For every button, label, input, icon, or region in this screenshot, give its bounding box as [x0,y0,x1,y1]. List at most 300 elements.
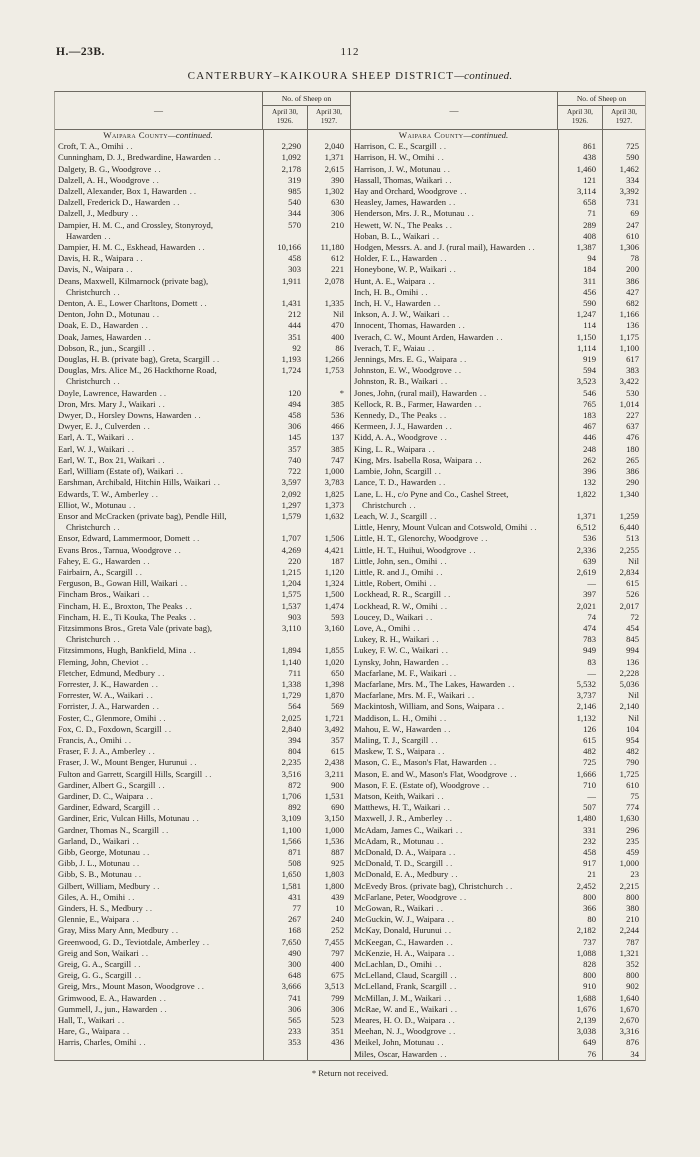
sheep-count-1926: 396 [558,466,602,477]
dot-leader: .. [141,320,150,331]
sheep-count-1927: 7,455 [307,937,350,948]
dot-leader: .. [122,1026,132,1037]
dot-leader: .. [438,746,447,757]
dot-leader: .. [127,443,136,454]
table-row [55,164,350,175]
table-row [351,332,645,343]
table-row [351,578,645,589]
owner-name: Forrester, J. K., Hawarden .. [58,678,160,689]
sheep-count-1927: 210 [307,220,350,242]
sheep-count-1927: 1,321 [602,948,645,959]
owner-name: Leach, W. J., Scargill .. [354,510,439,521]
table-row [351,152,645,163]
sheep-count-1926: 132 [558,477,602,488]
sheep-count-1926: 319 [263,175,307,186]
sheep-count-1927: 1,398 [307,679,350,690]
dot-leader: .. [145,903,155,914]
sheep-count-1927: 610 [602,780,645,791]
sheep-count-1927: 612 [307,253,350,264]
table-row [351,197,645,208]
sheep-count-1927: 536 [307,410,350,421]
owner-name: Fletcher, Edmund, Medbury .. [58,667,167,678]
sheep-count-1926: 570 [263,220,307,242]
sheep-count-1926: 114 [558,320,602,331]
sheep-count-1927: 6,440 [602,522,645,533]
sheep-count-1926: 168 [263,925,307,936]
sheep-count-1926: 648 [263,970,307,981]
table-row [55,253,350,264]
sheep-count-1927: 1,306 [602,242,645,253]
owner-name: Hare, G., Waipara .. [58,1026,132,1037]
sheep-count-1927: 1,020 [307,657,350,668]
dot-leader: .. [194,410,203,421]
sheep-count-1926: 3,114 [558,186,602,197]
dot-leader: .. [159,387,169,398]
sheep-count-1926: 262 [558,455,602,466]
sheep-count-1926: 1,132 [558,713,602,724]
table-row [55,466,350,477]
owner-name: Gardner, Thomas N., Scargill .. [58,824,171,835]
table-row [55,959,350,970]
sheep-count-1926: 910 [558,981,602,992]
sheep-count-1927: 1,506 [307,533,350,544]
sheep-count-1926: 1,650 [263,869,307,880]
dot-leader: .. [458,320,467,331]
dot-leader: .. [429,578,438,589]
table-row [55,589,350,600]
section-continued-suffix: —continued. [463,130,509,140]
sheep-count-1927: 1,371 [307,152,350,163]
owner-name: Gardiner, Eric, Vulcan Hills, Motunau .. [58,813,201,824]
sheep-count-1927: 800 [602,892,645,903]
dot-leader: .. [144,331,153,342]
owner-name: McLelland, Frank, Scargill .. [354,981,459,992]
table-row [351,231,645,242]
owner-name: Fincham Bros., Waikari .. [58,589,152,600]
sheep-count-1926: 765 [558,399,602,410]
table-row [55,914,350,925]
dot-leader: .. [450,970,459,981]
sheep-count-1926: 2,235 [263,757,307,768]
owner-name: Kennedy, D., The Peaks .. [354,410,449,421]
dot-leader: .. [146,690,155,701]
sheep-count-1927: 650 [307,668,350,679]
sheep-count-1927: 427 [602,287,645,298]
page-number: 112 [340,46,360,58]
empty-cell [55,1049,263,1060]
sheep-count-1927: 1,000 [307,466,350,477]
sheep-count-1927: 590 [602,152,645,163]
dot-leader: .. [482,779,491,790]
dot-leader: .. [432,230,442,241]
sheep-count-1927: 1,536 [307,836,350,847]
sheep-count-1927: 1,340 [602,489,645,511]
sheep-count-1927: 136 [602,320,645,331]
sheep-count-1927: 615 [602,578,645,589]
sheep-count-1927: 180 [602,444,645,455]
table-left-body [55,130,350,1060]
owner-name: Fraser, J. W., Mount Benger, Hurunui .. [58,757,199,768]
dot-leader: .. [159,992,168,1003]
sheep-count-1927: 69 [602,208,645,219]
sheep-count-1926: 145 [263,432,307,443]
owner-name: Fitzsimmons Bros., Greta Vale (private bag), Christchurch .. [58,622,213,645]
sheep-count-1927: 994 [602,645,645,656]
dot-leader: .. [113,522,122,533]
table-row [55,746,350,757]
dot-leader: .. [436,903,445,914]
owner-name: Douglas, H. B. (private bag), Greta, Scargill .. [58,354,222,365]
sheep-count-1927: 2,834 [602,567,645,578]
table-row [55,813,350,824]
dot-leader: .. [180,578,190,589]
sheep-count-1926: 3,038 [558,1026,602,1037]
owner-name: Forrister, J. A., Harwarden .. [58,701,161,712]
sheep-count-1926: 2,452 [558,881,602,892]
sheep-count-1927: 787 [602,937,645,948]
sheep-count-1927: 290 [602,477,645,488]
owner-name: Heasley, James, Hawarden .. [354,197,458,208]
table-row [55,757,350,768]
sheep-count-1926: 1,581 [263,881,307,892]
owner-name: Little, H. T., Huihui, Woodgrove .. [354,544,478,555]
sheep-count-1926: 289 [558,220,602,231]
dot-leader: .. [189,645,198,656]
dot-leader: .. [444,992,453,1003]
table-row [55,208,350,219]
dot-leader: .. [446,936,455,947]
table-row [55,298,350,309]
table-row [55,567,350,578]
dot-leader: .. [113,286,122,297]
table-row [351,365,645,376]
sheep-count-1927: 104 [602,724,645,735]
sheep-count-1927: 2,255 [602,545,645,556]
sheep-count-1927: 3,211 [307,769,350,780]
sheep-count-1927: 3,422 [602,376,645,387]
owner-name: Mason, F. E. (Estate of), Woodgrove .. [354,779,491,790]
sheep-count-1927: 247 [602,220,645,231]
table-row [55,836,350,847]
table-row [55,645,350,656]
table-row [351,589,645,600]
table-row [351,914,645,925]
table-row [55,533,350,544]
owner-name: Gibb, S. B., Motunau .. [58,869,144,880]
dot-leader: .. [421,286,430,297]
dot-leader: .. [432,634,441,645]
owner-name: Jennings, Mrs. E. G., Waipara .. [354,354,469,365]
owner-name: Dampier, H. M. C., Eskhead, Hawarden .. [58,242,207,253]
dot-leader: .. [213,152,223,163]
sheep-count-1927: 615 [307,746,350,757]
sheep-count-1927: 352 [602,959,645,970]
table-right-body [351,130,645,1060]
table-row [351,567,645,578]
owner-name: Iverach, C. W., Mount Arden, Hawarden .. [354,331,505,342]
dot-leader: .. [496,331,505,342]
document-title [54,70,646,82]
table-row [351,858,645,869]
sheep-count-1927: 1,725 [602,769,645,780]
dot-leader: .. [528,242,537,253]
owner-name: Doak, James, Hawarden .. [58,331,153,342]
sheep-count-1927: 1,855 [307,645,350,656]
sheep-count-1926: 2,336 [558,545,602,556]
dot-leader: .. [174,544,183,555]
dot-leader: .. [153,880,162,891]
sheep-count-1927: 1,630 [602,813,645,824]
table-row [55,701,350,712]
dot-leader: .. [200,298,209,309]
table-row [351,836,645,847]
sheep-count-1926: 861 [558,141,602,152]
owner-name: McKay, Donald, Hurunui .. [354,925,454,936]
sheep-count-1927: 5,036 [602,679,645,690]
dot-leader: .. [434,466,443,477]
dot-leader: .. [440,1048,449,1059]
table-row [351,533,645,544]
district-title-text: CANTERBURY–KAIKOURA SHEEP DISTRICT [187,70,455,82]
sheep-count-1926: 1,150 [558,332,602,343]
dot-leader: .. [430,510,439,521]
owner-name: Meehan, N. J., Woodgrove .. [354,1026,458,1037]
sheep-count-1926: 458 [263,253,307,264]
table-row [55,858,350,869]
dot-leader: .. [489,757,499,768]
owner-name: Little, Robert, Omihi .. [354,578,438,589]
table-row [351,981,645,992]
owner-name: Lambie, John, Scargill .. [354,466,443,477]
owner-name: Hoban, B. L., Waikari .. [354,230,442,241]
doc-reference: H.—23B. [56,46,105,58]
table-row [351,1026,645,1037]
owner-name: Fincham, H. E., Ti Kouka, The Peaks .. [58,611,198,622]
owner-name: Douglas, Mrs. Alice M., 26 Hackthorne Road, Christchurch .. [58,365,217,387]
sheep-count-1926: 1,566 [263,836,307,847]
sheep-count-1926: 3,516 [263,769,307,780]
table-row [351,253,645,264]
owner-name: Macfarlane, Mrs. M. F., Waikari .. [354,690,477,701]
owner-name: Fahey, E. G., Hawarden .. [58,555,152,566]
table-row [55,791,350,802]
table-row [55,500,350,511]
sheep-count-1926: 1,140 [263,657,307,668]
sheep-count-1927: 385 [307,399,350,410]
sheep-count-1926: 710 [558,780,602,791]
sheep-count-1927: 400 [307,332,350,343]
dot-leader: .. [117,1015,127,1026]
owner-name: Francis, A., Omihi .. [58,734,134,745]
owner-name: Little, H. T., Glenorchy, Woodgrove .. [354,533,490,544]
dot-leader: .. [193,533,202,544]
table-row [351,399,645,410]
table-row [351,410,645,421]
sheep-count-1926: 949 [558,645,602,656]
table-left-half [55,92,350,1060]
dot-leader: .. [439,410,449,421]
name-column-header: — [154,105,163,116]
table-row [55,1015,350,1026]
sheep-count-1926: 871 [263,847,307,858]
dot-leader: .. [449,667,459,678]
owner-name: Earl, William (Estate of), Waikari .. [58,466,185,477]
sheep-count-1926: — [558,668,602,679]
dot-leader: .. [426,611,435,622]
sheep-count-1926: 331 [558,825,602,836]
sheep-count-1926: 536 [558,533,602,544]
table-row [351,264,645,275]
owner-name: Lukey, F. W. C., Waikari .. [354,645,450,656]
owner-name: Dobson, R., jun., Scargill .. [58,342,157,353]
table-row [351,701,645,712]
table-row [55,869,350,880]
owner-name: Lockhead, R. W., Omihi .. [354,600,450,611]
table-row [55,276,350,298]
table-row [55,197,350,208]
sheep-count-1927: 1,259 [602,511,645,522]
dot-leader: .. [460,186,469,197]
sheep-count-1927: 3,392 [602,186,645,197]
sheep-count-1926: 985 [263,186,307,197]
sheep-count-1926: 1,676 [558,1004,602,1015]
table-row [351,545,645,556]
owner-name: Harrison, J. W., Motunau .. [354,163,452,174]
sheep-count-1927: 1,500 [307,589,350,600]
dot-leader: .. [448,947,457,958]
empty-cell [307,130,350,141]
sheep-count-1926: 3,109 [263,813,307,824]
dot-leader: .. [431,734,440,745]
dot-leader: .. [124,734,134,745]
dot-leader: .. [152,701,161,712]
table-left-header [55,92,350,130]
table-row [351,757,645,768]
sheep-count-1927: 265 [602,455,645,466]
dot-leader: .. [132,858,142,869]
table-row [55,981,350,992]
owner-name: Gilbert, William, Medbury .. [58,880,162,891]
table-row [55,847,350,858]
sheep-count-1926: 467 [558,421,602,432]
sheep-count-1927: 1,166 [602,309,645,320]
dot-leader: .. [158,779,167,790]
sheep-count-1926: 1,460 [558,164,602,175]
table-row [55,399,350,410]
sheep-count-1926: 444 [263,320,307,331]
sheep-count-1926: 725 [558,757,602,768]
sheep-count-1927: 75 [602,791,645,802]
date-subheaders [558,106,645,129]
sheep-count-1927: 72 [602,612,645,623]
table-row [351,869,645,880]
owner-name: McFarlane, Peter, Woodgrove .. [354,891,469,902]
sheep-count-1926: 800 [558,892,602,903]
owner-name: Forrester, W. A., Waikari .. [58,690,155,701]
sheep-count-1926: 344 [263,208,307,219]
sheep-count-1926: 494 [263,399,307,410]
sheep-count-1927: 682 [602,298,645,309]
sheep-count-1927: 240 [307,914,350,925]
sheep-count-1926: 565 [263,1015,307,1026]
sheep-count-1926: 21 [558,869,602,880]
owner-name: Dwyer, D., Horsley Downs, Hawarden .. [58,410,203,421]
sheep-count-1927: 306 [307,208,350,219]
table-row [351,388,645,399]
sheep-count-1927: 383 [602,365,645,376]
dot-leader: .. [508,678,517,689]
dot-leader: .. [136,253,145,264]
owner-name: McGuckin, W. J., Waipara .. [354,914,456,925]
dot-leader: .. [449,264,458,275]
sheep-count-1927: 210 [602,914,645,925]
dot-leader: .. [185,600,194,611]
owner-name: Elliot, W., Motunau .. [58,499,138,510]
column-header-1926: April 30, 1926. [567,108,593,125]
table-row [351,522,645,533]
sheep-count-1926: 508 [263,858,307,869]
dot-leader: .. [451,869,460,880]
sheep-count-1926: 2,139 [558,1015,602,1026]
sheep-count-1927: 690 [307,802,350,813]
sheep-count-1926: 1,911 [263,276,307,298]
owner-name: Lukey, R. H., Waikari .. [354,634,441,645]
table-row [55,881,350,892]
owner-name: Mason, E. and W., Mason's Flat, Woodgrove .. [354,768,519,779]
dot-leader: .. [189,611,198,622]
sheep-count-1927: 2,078 [307,276,350,298]
table-row [55,970,350,981]
sheep-count-1926: 394 [263,735,307,746]
dot-leader: .. [134,869,144,880]
dot-leader: .. [192,813,201,824]
owner-name: Meares, H. O. D., Waipara .. [354,1015,457,1026]
owner-name: Maskew, T. S., Waipara .. [354,746,447,757]
sheep-count-1927: 774 [602,802,645,813]
table-row [351,477,645,488]
owner-name: McAdam, R., Motunau .. [354,835,446,846]
sheep-count-1927: 3,160 [307,623,350,645]
sheep-count-1927: 1,266 [307,354,350,365]
sheep-count-1926: 1,894 [263,645,307,656]
owner-name: Ginders, H. S., Medbury .. [58,903,155,914]
owner-name: Hewett, W. N., The Peaks .. [354,219,454,230]
sheep-count-1926: 397 [558,589,602,600]
owner-name: McGowan, R., Waikari .. [354,903,445,914]
dot-leader: .. [142,589,152,600]
sheep-count-1926: 2,182 [558,925,602,936]
sheep-count-1926: 1,092 [263,152,307,163]
sheep-count-1927: 1,324 [307,578,350,589]
table-row [351,690,645,701]
empty-cell [602,130,645,141]
sheep-count-1926: 1,100 [263,825,307,836]
owner-name: Foster, C., Glenmore, Omihi .. [58,712,168,723]
table-row [55,668,350,679]
sheep-count-1926: 1,297 [263,500,307,511]
sheep-count-1927: 569 [307,701,350,712]
sheep-count-1927: 845 [602,634,645,645]
sheep-count-1926: 303 [263,264,307,275]
sheep-count-1926: 351 [263,332,307,343]
sheep-count-1926: 1,338 [263,679,307,690]
sheep-count-1927: 2,140 [602,701,645,712]
sheep-count-1926: 474 [558,623,602,634]
owner-name: Dalzell, Frederick D., Hawarden .. [58,197,182,208]
owner-name: Garland, D., Waikari .. [58,835,141,846]
empty-cell [558,130,602,141]
dot-leader: .. [190,757,199,768]
